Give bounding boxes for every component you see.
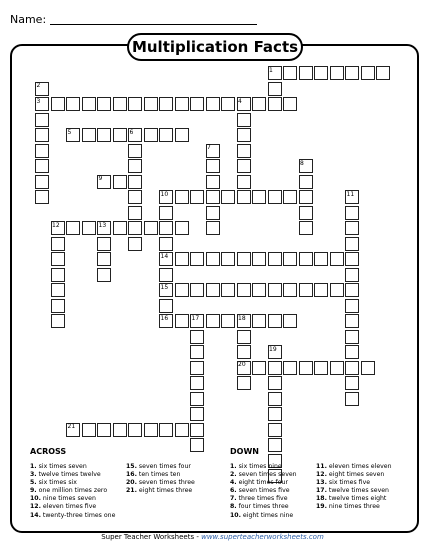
grid-cell[interactable] bbox=[252, 314, 266, 328]
grid-cell[interactable] bbox=[345, 314, 359, 328]
grid-cell[interactable] bbox=[35, 175, 49, 189]
grid-cell[interactable] bbox=[35, 113, 49, 127]
clue-number-10: 10 bbox=[160, 190, 169, 198]
grid-cell[interactable] bbox=[206, 159, 220, 173]
grid-cell[interactable] bbox=[299, 175, 313, 189]
grid-cell[interactable] bbox=[237, 190, 251, 204]
grid-cell[interactable] bbox=[82, 423, 96, 437]
grid-cell[interactable] bbox=[35, 159, 49, 173]
grid-cell[interactable] bbox=[221, 252, 235, 266]
grid-cell[interactable] bbox=[252, 283, 266, 297]
grid-cell[interactable] bbox=[330, 252, 344, 266]
grid-cell[interactable] bbox=[35, 128, 49, 142]
grid-cell[interactable] bbox=[128, 190, 142, 204]
grid-cell[interactable] bbox=[268, 407, 282, 421]
grid-cell[interactable] bbox=[128, 237, 142, 251]
footer bbox=[0, 533, 425, 541]
grid-cell[interactable] bbox=[144, 423, 158, 437]
grid-cell[interactable] bbox=[252, 252, 266, 266]
grid-cell[interactable] bbox=[299, 66, 313, 80]
grid-cell[interactable] bbox=[314, 283, 328, 297]
grid-cell[interactable] bbox=[237, 330, 251, 344]
grid-cell[interactable] bbox=[299, 283, 313, 297]
clue-number-9: 9 bbox=[98, 175, 103, 182]
grid-cell[interactable] bbox=[159, 423, 173, 437]
grid-cell[interactable] bbox=[159, 97, 173, 111]
grid-cell[interactable] bbox=[221, 314, 235, 328]
grid-cell[interactable] bbox=[51, 283, 65, 297]
grid-cell[interactable] bbox=[113, 175, 127, 189]
grid-cell[interactable] bbox=[175, 423, 189, 437]
clue-number-4: 4 bbox=[238, 97, 242, 105]
clue-number-17: 17 bbox=[191, 314, 200, 322]
grid-cell[interactable] bbox=[175, 314, 189, 328]
grid-cell[interactable] bbox=[113, 97, 127, 111]
clue-number-7: 7 bbox=[207, 144, 211, 151]
grid-cell[interactable] bbox=[283, 283, 297, 297]
clue-number-20: 20 bbox=[238, 361, 246, 368]
grid-cell[interactable] bbox=[252, 190, 266, 204]
grid-cell[interactable] bbox=[190, 392, 204, 406]
grid-cell[interactable] bbox=[283, 97, 297, 111]
grid-cell[interactable] bbox=[128, 221, 142, 235]
grid-cell[interactable] bbox=[330, 66, 344, 80]
clue-across-14: 14. twenty-three times one bbox=[30, 511, 116, 519]
grid-cell[interactable] bbox=[97, 423, 111, 437]
clue-down-18: 18. twelve times eight bbox=[316, 495, 387, 503]
grid-cell[interactable] bbox=[159, 221, 173, 235]
grid-cell[interactable] bbox=[35, 190, 49, 204]
clue-down-4: 4. eight times four bbox=[230, 479, 288, 487]
grid-cell[interactable] bbox=[175, 97, 189, 111]
grid-cell[interactable] bbox=[237, 283, 251, 297]
grid-cell[interactable] bbox=[237, 113, 251, 127]
page-title: Multiplication Facts bbox=[127, 33, 303, 61]
clue-number-13: 13 bbox=[98, 221, 107, 229]
grid-cell[interactable] bbox=[128, 144, 142, 158]
clue-across-15: 15. seven times four bbox=[126, 463, 191, 470]
grid-cell[interactable] bbox=[345, 221, 359, 235]
grid-cell[interactable] bbox=[237, 128, 251, 142]
grid-cell[interactable] bbox=[314, 66, 328, 80]
clue-across-12: 12. eleven times five bbox=[30, 503, 97, 511]
name-label: Name: bbox=[10, 13, 47, 26]
down-col-1 bbox=[230, 463, 297, 520]
grid-cell[interactable] bbox=[268, 423, 282, 437]
grid-cell[interactable] bbox=[175, 190, 189, 204]
grid-cell[interactable] bbox=[376, 66, 390, 80]
grid-cell[interactable] bbox=[206, 175, 220, 189]
grid-cell[interactable] bbox=[113, 128, 127, 142]
footer-text: Super Teacher Worksheets - bbox=[101, 533, 202, 541]
grid-cell[interactable] bbox=[221, 283, 235, 297]
clue-number-2: 2 bbox=[36, 82, 41, 89]
grid-cell[interactable] bbox=[299, 252, 313, 266]
grid-cell[interactable] bbox=[128, 423, 142, 437]
clue-number-1: 1 bbox=[269, 66, 273, 74]
name-line[interactable] bbox=[50, 24, 257, 25]
clue-down-12: 12. eight times seven bbox=[316, 471, 385, 479]
grid-cell[interactable] bbox=[345, 283, 359, 297]
grid-cell[interactable] bbox=[221, 190, 235, 204]
clue-number-8: 8 bbox=[300, 159, 304, 167]
down-heading: DOWN bbox=[230, 447, 259, 456]
grid-cell[interactable] bbox=[97, 252, 111, 266]
name-row bbox=[10, 13, 46, 26]
grid-cell[interactable] bbox=[175, 283, 189, 297]
clue-across-9: 9. one million times zero bbox=[30, 487, 108, 495]
grid-cell[interactable] bbox=[97, 268, 111, 282]
grid-cell[interactable] bbox=[345, 330, 359, 344]
grid-cell[interactable] bbox=[361, 361, 375, 375]
grid-cell[interactable] bbox=[252, 361, 266, 375]
grid-cell[interactable] bbox=[190, 330, 204, 344]
clue-number-12: 12 bbox=[52, 221, 60, 229]
grid-cell[interactable] bbox=[159, 206, 173, 220]
across-col-1 bbox=[30, 463, 115, 520]
grid-cell[interactable] bbox=[237, 159, 251, 173]
clue-number-3: 3 bbox=[36, 97, 41, 105]
grid-cell[interactable] bbox=[190, 190, 204, 204]
grid-cell[interactable] bbox=[190, 376, 204, 390]
grid-cell[interactable] bbox=[268, 392, 282, 406]
grid-cell[interactable] bbox=[190, 252, 204, 266]
grid-cell[interactable] bbox=[345, 252, 359, 266]
grid-cell[interactable] bbox=[159, 237, 173, 251]
clue-number-19: 19 bbox=[269, 345, 277, 353]
grid-cell[interactable] bbox=[51, 299, 65, 313]
grid-cell[interactable] bbox=[190, 283, 204, 297]
grid-cell[interactable] bbox=[345, 237, 359, 251]
grid-cell[interactable] bbox=[35, 144, 49, 158]
grid-cell[interactable] bbox=[237, 252, 251, 266]
grid-cell[interactable] bbox=[206, 97, 220, 111]
grid-cell[interactable] bbox=[206, 221, 220, 235]
clue-down-2: 2. seven times seven bbox=[230, 471, 297, 479]
grid-cell[interactable] bbox=[206, 283, 220, 297]
clue-number-14: 14 bbox=[160, 252, 169, 260]
grid-cell[interactable] bbox=[128, 175, 142, 189]
clue-number-6: 6 bbox=[129, 128, 134, 136]
grid-cell[interactable] bbox=[299, 190, 313, 204]
grid-cell[interactable] bbox=[66, 97, 80, 111]
grid-cell[interactable] bbox=[299, 221, 313, 235]
grid-cell[interactable] bbox=[82, 221, 96, 235]
grid-cell[interactable] bbox=[330, 361, 344, 375]
grid-cell[interactable] bbox=[159, 268, 173, 282]
clue-across-1: 1. six times seven bbox=[30, 463, 87, 470]
grid-cell[interactable] bbox=[66, 221, 80, 235]
grid-cell[interactable] bbox=[159, 299, 173, 313]
grid-cell[interactable] bbox=[268, 361, 282, 375]
clue-down-10: 10. eight times nine bbox=[230, 511, 294, 519]
grid-cell[interactable] bbox=[190, 361, 204, 375]
grid-cell[interactable] bbox=[283, 361, 297, 375]
grid-cell[interactable] bbox=[128, 206, 142, 220]
clue-across-21: 21. eight times three bbox=[126, 487, 193, 495]
grid-cell[interactable] bbox=[190, 345, 204, 359]
clue-number-15: 15 bbox=[160, 283, 169, 291]
down-clues bbox=[230, 448, 259, 458]
grid-cell[interactable] bbox=[51, 314, 65, 328]
grid-cell[interactable] bbox=[299, 206, 313, 220]
grid-cell[interactable] bbox=[345, 392, 359, 406]
grid-cell[interactable] bbox=[113, 221, 127, 235]
grid-cell[interactable] bbox=[314, 252, 328, 266]
grid-cell[interactable] bbox=[128, 159, 142, 173]
grid-cell[interactable] bbox=[206, 190, 220, 204]
grid-cell[interactable] bbox=[51, 268, 65, 282]
grid-cell[interactable] bbox=[237, 144, 251, 158]
grid-cell[interactable] bbox=[345, 299, 359, 313]
grid-cell[interactable] bbox=[144, 97, 158, 111]
clue-across-3: 3. twelve times twelve bbox=[30, 471, 101, 479]
grid-cell[interactable] bbox=[345, 268, 359, 282]
clue-across-16: 16. ten times ten bbox=[126, 471, 181, 479]
grid-cell[interactable] bbox=[190, 407, 204, 421]
across-clues bbox=[30, 448, 66, 458]
grid-cell[interactable] bbox=[268, 252, 282, 266]
grid-cell[interactable] bbox=[206, 314, 220, 328]
grid-cell[interactable] bbox=[175, 128, 189, 142]
grid-cell[interactable] bbox=[51, 97, 65, 111]
grid-cell[interactable] bbox=[113, 423, 127, 437]
clue-down-13: 13. six times five bbox=[316, 479, 371, 487]
grid-cell[interactable] bbox=[330, 283, 344, 297]
grid-cell[interactable] bbox=[361, 66, 375, 80]
grid-cell[interactable] bbox=[237, 376, 251, 390]
grid-cell[interactable] bbox=[128, 97, 142, 111]
grid-cell[interactable] bbox=[299, 361, 313, 375]
grid-cell[interactable] bbox=[345, 66, 359, 80]
grid-cell[interactable] bbox=[190, 438, 204, 452]
clue-across-20: 20. seven times three bbox=[126, 479, 195, 487]
clue-down-1: 1. six times nine bbox=[230, 463, 282, 470]
clue-down-7: 7. three times five bbox=[230, 495, 288, 503]
grid-cell[interactable] bbox=[190, 97, 204, 111]
grid-cell[interactable] bbox=[206, 206, 220, 220]
grid-cell[interactable] bbox=[51, 252, 65, 266]
grid-cell[interactable] bbox=[268, 97, 282, 111]
grid-cell[interactable] bbox=[97, 237, 111, 251]
grid-cell[interactable] bbox=[206, 252, 220, 266]
grid-cell[interactable] bbox=[237, 345, 251, 359]
grid-cell[interactable] bbox=[51, 237, 65, 251]
clue-number-18: 18 bbox=[238, 314, 246, 322]
grid-cell[interactable] bbox=[345, 345, 359, 359]
grid-cell[interactable] bbox=[237, 175, 251, 189]
grid-cell[interactable] bbox=[268, 438, 282, 452]
grid-cell[interactable] bbox=[283, 314, 297, 328]
grid-cell[interactable] bbox=[283, 190, 297, 204]
grid-cell[interactable] bbox=[82, 128, 96, 142]
clue-down-8: 8. four times three bbox=[230, 503, 289, 511]
clue-across-10: 10. nine times seven bbox=[30, 495, 96, 503]
clue-across-5: 5. six times six bbox=[30, 479, 77, 487]
clue-number-11: 11 bbox=[346, 190, 355, 198]
clue-down-17: 17. twelve times seven bbox=[316, 487, 389, 495]
grid-cell[interactable] bbox=[345, 376, 359, 390]
grid-cell[interactable] bbox=[345, 361, 359, 375]
clue-number-5: 5 bbox=[67, 128, 72, 136]
grid-cell[interactable] bbox=[97, 97, 111, 111]
grid-cell[interactable] bbox=[175, 221, 189, 235]
down-col-2 bbox=[316, 463, 392, 512]
grid-cell[interactable] bbox=[252, 97, 266, 111]
grid-cell[interactable] bbox=[268, 376, 282, 390]
grid-cell[interactable] bbox=[144, 128, 158, 142]
grid-cell[interactable] bbox=[268, 190, 282, 204]
grid-cell[interactable] bbox=[159, 128, 173, 142]
grid-cell[interactable] bbox=[268, 314, 282, 328]
clue-number-16: 16 bbox=[160, 314, 169, 322]
clue-down-6: 6. seven times five bbox=[230, 487, 290, 495]
grid-cell[interactable] bbox=[345, 206, 359, 220]
clue-down-19: 19. nine times three bbox=[316, 503, 380, 511]
grid-cell[interactable] bbox=[97, 128, 111, 142]
grid-cell[interactable] bbox=[221, 97, 235, 111]
grid-cell[interactable] bbox=[314, 361, 328, 375]
grid-cell[interactable] bbox=[283, 66, 297, 80]
grid-cell[interactable] bbox=[144, 221, 158, 235]
across-col-2 bbox=[126, 463, 195, 495]
grid-cell[interactable] bbox=[82, 97, 96, 111]
across-heading: ACROSS bbox=[30, 447, 67, 456]
grid-cell[interactable] bbox=[283, 252, 297, 266]
grid-cell[interactable] bbox=[175, 252, 189, 266]
grid-cell[interactable] bbox=[190, 423, 204, 437]
grid-cell[interactable] bbox=[268, 283, 282, 297]
footer-link[interactable]: www.superteacherworksheets.com bbox=[201, 533, 324, 541]
grid-cell[interactable] bbox=[268, 82, 282, 96]
clue-number-21: 21 bbox=[67, 423, 76, 430]
clue-down-11: 11. eleven times eleven bbox=[316, 463, 392, 470]
